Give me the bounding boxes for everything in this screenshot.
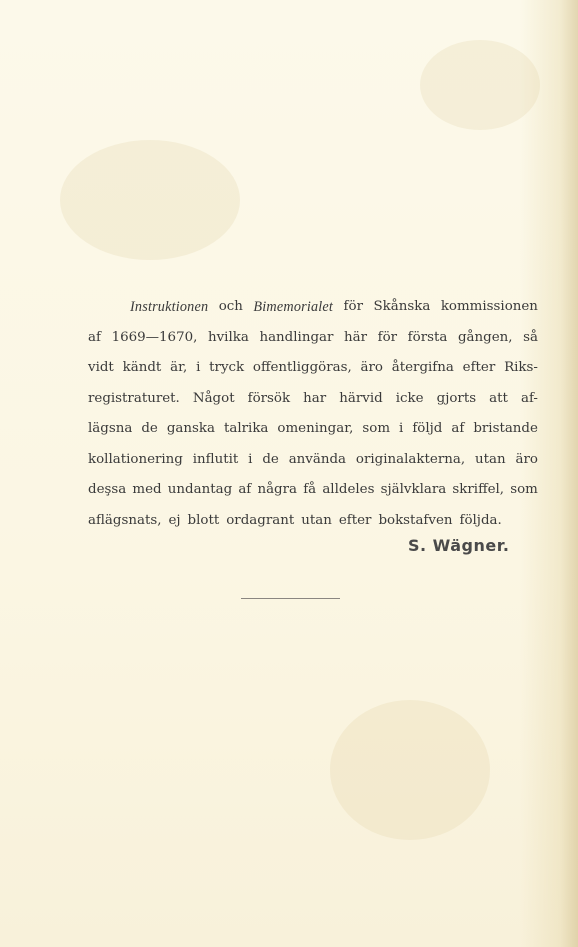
word: med [132,482,162,497]
word: bokstafven [378,512,453,528]
word: ordagrant [226,512,295,528]
word: undantag [167,482,233,497]
word: tryck [209,360,245,375]
word: de [262,451,279,467]
paper-stain [420,40,540,130]
word: af [88,329,101,345]
word: influtit [192,451,239,467]
title-instruktionen: Instruktionen [130,299,209,315]
word: i [196,360,201,375]
word: blott [187,512,220,528]
word: icke [395,390,424,406]
word: hvilka [207,329,249,345]
word: använda [288,451,347,467]
word: få [303,482,317,497]
word: handlingar [259,329,334,345]
word: lägsna [88,421,133,436]
text-line-8 [88,506,538,537]
word: af [451,421,465,436]
word: här [344,329,368,345]
word: efter [338,512,372,528]
word: kommissionen [440,299,538,314]
word: deşsa [88,482,127,497]
text-line-2 [88,323,538,354]
text-line-3 [88,353,538,384]
word: följd [412,421,443,436]
word: registraturet. [88,390,180,406]
word: äro [360,360,383,375]
word: af- [520,390,538,406]
word: och [218,299,243,314]
text-line-6 [88,445,538,476]
word: första [407,329,448,345]
word: i [399,421,404,436]
word: att [489,390,508,406]
word: utan [301,512,332,528]
word: Riks- [504,360,538,375]
word: utan [474,451,506,467]
word: några [257,482,298,497]
word: är, [170,360,188,375]
word: för [343,299,363,314]
word: omeningar, [277,421,354,436]
paper-stain [60,140,240,260]
word: vidt [88,360,114,375]
word: så [523,329,538,345]
word: de [141,421,158,436]
word: offentliggöras, [252,360,352,375]
text-line-4 [88,384,538,415]
text-line-7 [88,475,538,506]
paper-stain [330,700,490,840]
word: kollationering [88,451,183,467]
word: som [510,482,538,497]
word: skriffel, [452,482,505,497]
word: gången, [457,329,513,345]
word: återgifna [391,360,454,375]
word: kändt [122,360,162,375]
word: följda. [459,512,502,528]
word: gjorts [436,390,477,406]
text-line-5 [88,414,538,445]
word: ganska [166,421,215,436]
text-line-1 [88,292,538,323]
word: aflägsnats, [88,512,162,528]
word: självklara [380,482,447,497]
word: af [238,482,252,497]
word: Skånska [373,299,431,314]
title-bimemorialet: Bimemorialet [253,299,334,315]
word: 1669—1670, [111,329,198,345]
word: ej [168,512,181,528]
word: originalakterna, [355,451,466,467]
author-signature: S. Wägner. [408,536,510,555]
word: som [362,421,391,436]
word: efter [462,360,496,375]
word: försök [247,390,291,406]
horizontal-rule [241,598,340,599]
preface-paragraph [88,292,538,536]
word: bristande [473,421,538,436]
word: talrika [223,421,269,436]
word: härvid [339,390,383,406]
word: för [377,329,398,345]
word: har [303,390,327,406]
word: i [248,451,253,467]
word: äro [515,451,538,467]
word: Något [192,390,235,406]
word: alldeles [322,482,375,497]
